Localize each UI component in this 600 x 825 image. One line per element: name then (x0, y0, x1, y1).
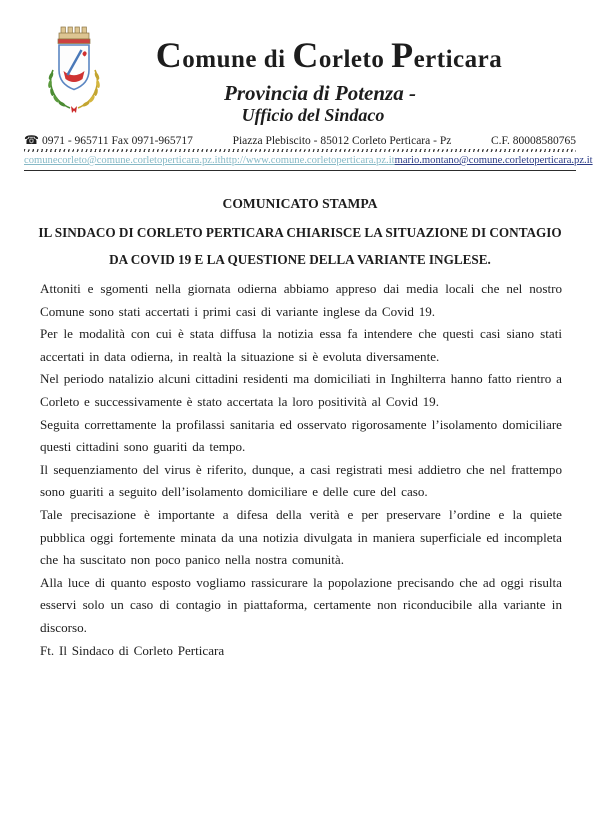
municipal-crest-icon (42, 24, 106, 116)
paragraph: Attoniti e sgomenti nella giornata odierna abbiamo appreso dai media locali che nel nostro Comune sono stati accertati i primi casi di variante inglese da Covid 19. (40, 281, 562, 319)
paragraph: Per le modalità con cui è stata diffusa la notizia essa fa intendere che questi casi siano stati accertati in data odierna, in realtà la situazione si è evoluta diversamente. (40, 326, 562, 364)
title-text: erticara (413, 46, 503, 73)
province-subtitle: Provincia di Potenza - (224, 81, 416, 105)
phone-icon: ☎ (24, 133, 39, 147)
document-headline: IL SINDACO DI CORLETO PERTICARA CHIARISCE LA SITUAZIONE DI CONTAGIO DA COVID 19 E LA QUESTIONE DELLA VARIANTE INGLESE. (38, 225, 562, 267)
phone-numbers: 0971 - 965711 Fax 0971-965717 (41, 135, 193, 147)
phone-block (24, 133, 193, 148)
header-rule (24, 170, 576, 171)
title-initial: P (391, 35, 414, 75)
paragraph: Alla luce di quanto esposto vogliamo rassicurare la popolazione precisando che ad oggi risulta esservi solo un caso di contagio in piattaforma, certamente non riconducibile alla variante in discorso. (40, 574, 562, 635)
title-initial: C (155, 35, 183, 75)
postal-address: Piazza Plebiscito - 85012 Corleto Perticara - Pz (232, 135, 452, 147)
title-text: omune di (182, 46, 293, 73)
email-link-mayor[interactable]: mario.montano@comune.corletoperticara.pz.it (394, 155, 593, 166)
website-link[interactable]: http://www.comune.corletoperticara.pz.it (220, 155, 395, 166)
title-initial: C (292, 35, 319, 75)
document-kicker: COMUNICATO STAMPA (222, 196, 378, 211)
body-paragraphs (40, 278, 562, 662)
email-link-general[interactable]: comunecorleto@comune.corletoperticara.pz.it (24, 155, 221, 166)
office-subtitle: Ufficio del Sindaco (241, 105, 385, 125)
paragraph: Seguita correttamente la profilassi sanitaria ed osservato rigorosamente l’isolamento domiciliare questi cittadini sono guariti da tempo. (40, 416, 562, 455)
paragraph: Nel periodo natalizio alcuni cittadini residenti ma domiciliati in Inghilterra hanno fatto rientro a Corleto e successivamente è stato accertata la loro positività al Covid 19. (40, 371, 562, 409)
paragraph: Il sequenziamento del virus è riferito, dunque, a casi registrati mesi addietro che nel frattempo sono guariti a seguito dell’isolamento domiciliare e delle cure del caso. (40, 461, 562, 500)
title-text: orleto (318, 46, 392, 73)
paragraph: Tale precisazione è importante a difesa della verità e per preservare l’ordine e la quiete pubblica oggi fortemente minata da una notizia divulgata in maniera superficiale ed incompleta che ha suscitato non poco panico nella nostra comunità. (40, 506, 562, 568)
signature-line: Ft. Il Sindaco di Corleto Perticara (40, 642, 225, 658)
fiscal-code: C.F. 80008580765 (490, 135, 576, 147)
email-row (0, 152, 600, 170)
contact-row (0, 133, 600, 148)
press-release-body (0, 195, 600, 662)
